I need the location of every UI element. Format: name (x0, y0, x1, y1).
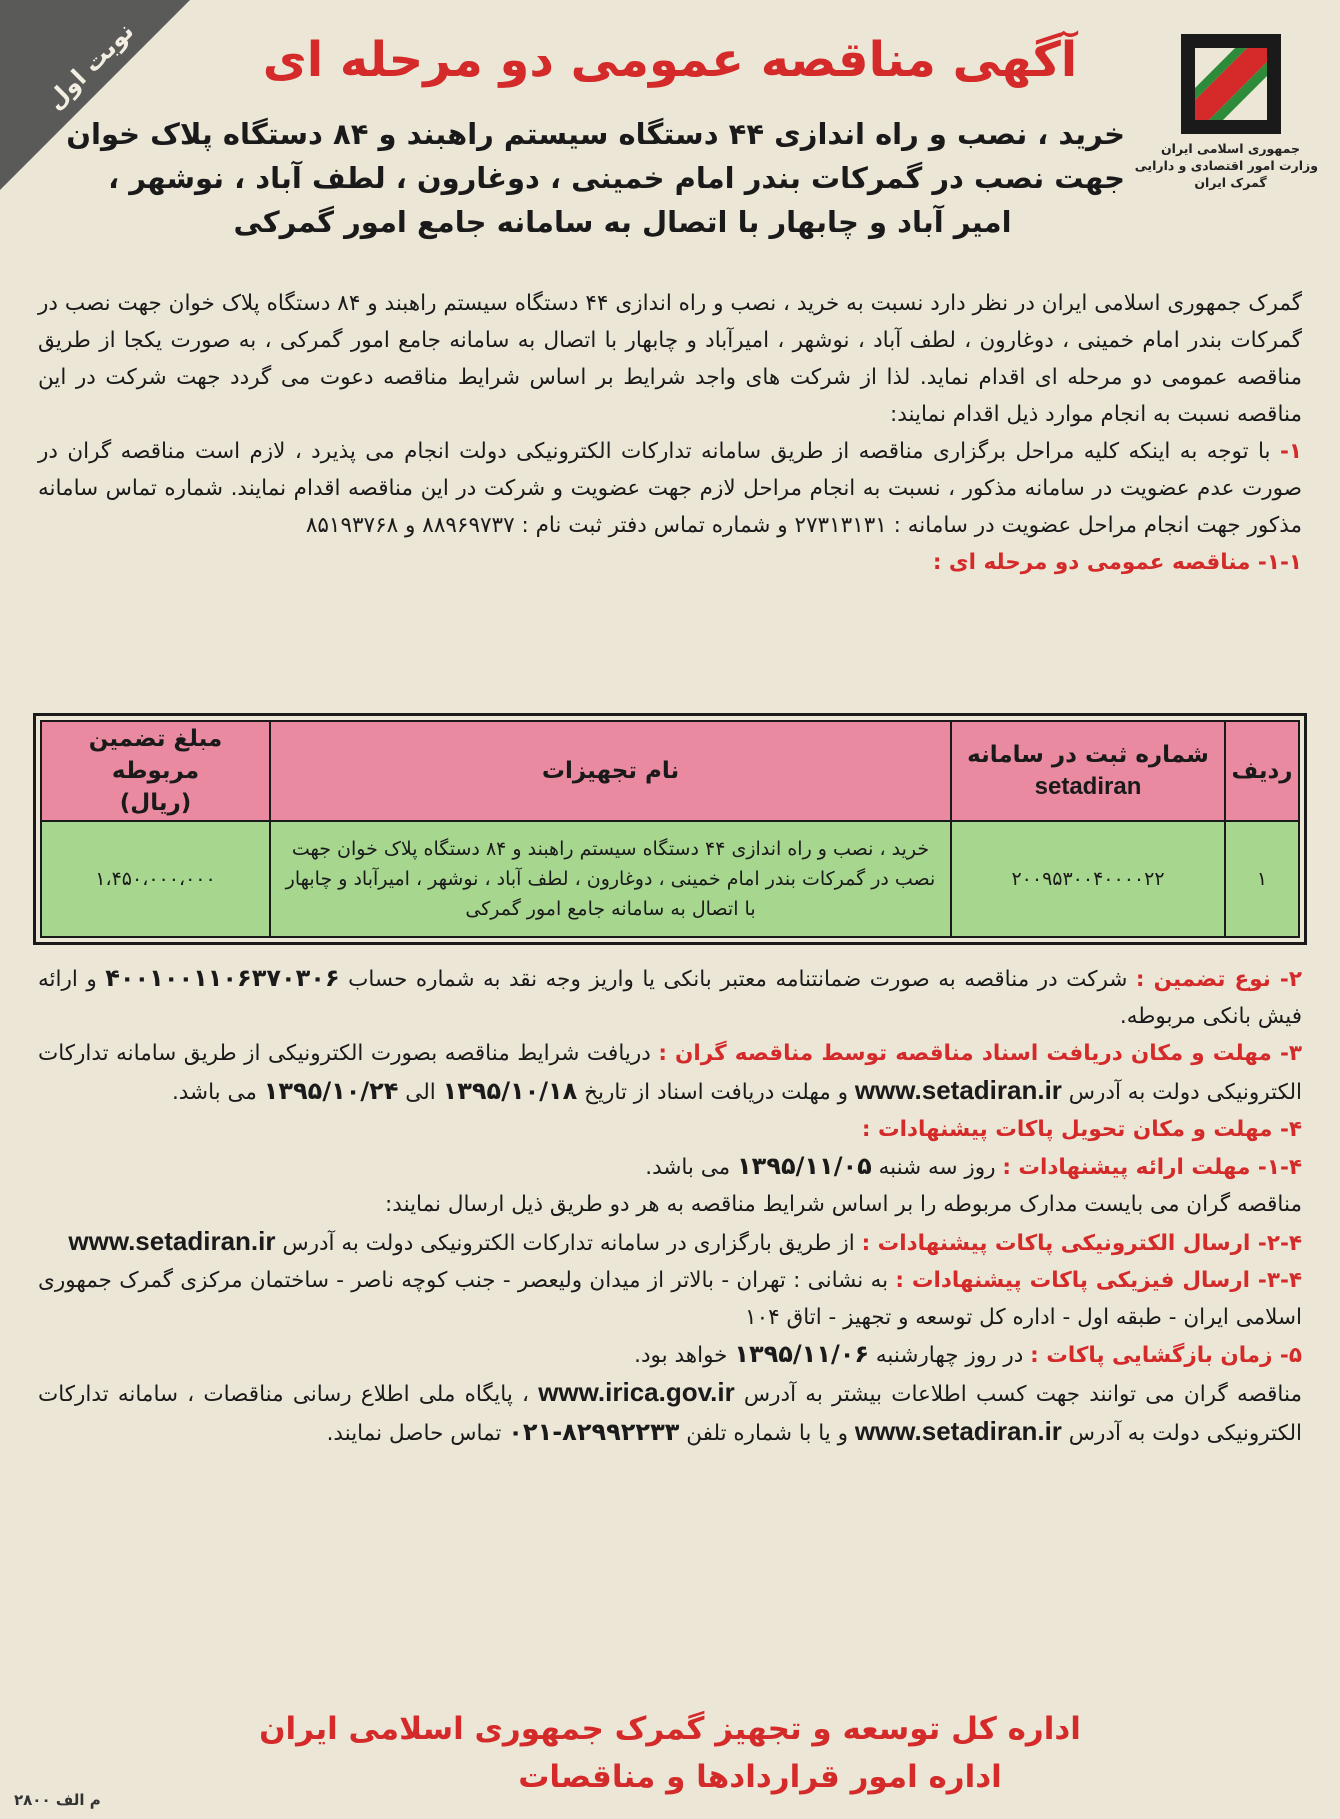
section-4-1-text: روز سه شنبه (878, 1155, 996, 1180)
closing-phone: ۰۲۱-۸۲۹۹۲۲۳۳ (508, 1418, 680, 1446)
section-4-2-url[interactable]: www.setadiran.ir (68, 1226, 276, 1256)
section-2-text: شرکت در مناقصه به صورت ضمانتنامه معتبر بانکی یا واریز وجه نقد به شماره حساب (348, 967, 1128, 992)
section-2-label: ۲- نوع تضمین : (1135, 967, 1302, 992)
subtitle-line-2: جهت نصب در گمرکات بندر امام خمینی ، دوغارون ، لطف آباد ، نوشهر ، (108, 161, 1125, 195)
section-3-text-4: می باشد. (171, 1080, 257, 1105)
section-5-text: در روز چهارشنبه (875, 1343, 1024, 1368)
closing-text-4: تماس حاصل نمایند. (326, 1421, 502, 1446)
footer-signature (40, 1705, 1300, 1801)
section-2-account: ۴۰۰۱۰۰۱۱۰۶۳۷۰۳۰۶ (105, 964, 340, 992)
section-3-date-from: ۱۳۹۵/۱۰/۱۸ (442, 1077, 578, 1105)
section-4-2 (38, 1223, 1302, 1262)
section-4-2-label: ۲-۴- ارسال الکترونیکی پاکات پیشنهادات : (861, 1231, 1302, 1256)
closing-url-irica[interactable]: www.irica.gov.ir (538, 1377, 735, 1407)
section-3-label: ۳- مهلت و مکان دریافت اسناد مناقصه توسط مناقصه گران : (658, 1041, 1302, 1066)
section-4-1 (38, 1148, 1302, 1186)
header-amount-line-2: (ریال) (119, 790, 192, 816)
header-registration (951, 721, 1225, 821)
notice-body (38, 285, 1302, 581)
section-5 (38, 1336, 1302, 1374)
section-5-text-2: خواهد بود. (634, 1343, 728, 1368)
section-3-text-3: الی (405, 1080, 436, 1105)
ad-code: م الف ۲۸۰۰ (14, 1791, 101, 1809)
notice-subtitle (66, 112, 1125, 244)
customs-logo (1134, 28, 1318, 191)
section-3-text: دریافت شرایط مناقصه بصورت الکترونیکی از طریق سامانه تدارکات الکترونیکی دولت به آدرس (38, 1041, 1302, 1105)
footer-line-1: اداره کل توسعه و تجهیز گمرک جمهوری اسلامی ایران (259, 1711, 1081, 1747)
section-4-1-date: ۱۳۹۵/۱۱/۰۵ (737, 1152, 872, 1180)
closing-paragraph (38, 1374, 1302, 1452)
section-4-3-text: به نشانی : تهران - بالاتر از میدان ولیعصر - جنب کوچه ناصر - ساختمان مرکزی گمرک جمهوری اسلامی ایران - طبقه اول - اداره کل توسعه و تجهیز - اتاق ۱۰۴ (38, 1268, 1302, 1330)
section-1 (38, 433, 1302, 544)
section-2 (38, 960, 1302, 1035)
table-row (41, 821, 1299, 937)
table-header-row (41, 721, 1299, 821)
section-4-heading: ۴- مهلت و مکان تحویل پاکات پیشنهادات : (861, 1117, 1302, 1142)
section-4-note: مناقصه گران می بایست مدارک مربوطه را بر اساس شرایط مناقصه به هر دو طریق ذیل ارسال نمایند: (385, 1192, 1302, 1217)
tender-table-frame (33, 713, 1307, 945)
closing-url-setadiran[interactable]: www.setadiran.ir (854, 1416, 1062, 1446)
header-registration-line-1: شماره ثبت در سامانه (967, 742, 1209, 768)
intro-paragraph: گمرک جمهوری اسلامی ایران در نظر دارد نسبت به خرید ، نصب و راه اندازی ۴۴ دستگاه سیستم راهبند و ۸۴ دستگاه پلاک خوان جهت نصب در گمرکات بندر امام خمینی ، دوغارون ، لطف آباد ، نوشهر ، امیرآباد و چابهار با اتصال به سامانه جامع امور گمرکی ، به صورت یکجا از طریق مناقصه عمومی دو مرحله ای اقدام نماید. لذا از شرکت های واجد شرایط بر اساس شرایط مناقصه دعوت می گردد جهت شرکت در این مناقصه نسبت به انجام موارد ذیل اقدام نمایند: (38, 291, 1302, 427)
section-4-1-label: ۱-۴- مهلت ارائه پیشنهادات : (1002, 1155, 1302, 1180)
cell-registration-number: ۲۰۰۹۵۳۰۰۴۰۰۰۰۲۲ (951, 821, 1225, 937)
section-1-1-heading: ۱-۱- مناقصه عمومی دو مرحله ای : (932, 550, 1302, 575)
section-4-3-label: ۳-۴- ارسال فیزیکی پاکات پیشنهادات : (895, 1268, 1302, 1293)
section-3-text-2: و مهلت دریافت اسناد از تاریخ (584, 1080, 848, 1105)
header-row-number: ردیف (1225, 721, 1299, 821)
logo-line-1: جمهوری اسلامی ایران (1161, 141, 1300, 156)
notice-body-continued (38, 960, 1302, 1452)
cell-row-number: ۱ (1225, 821, 1299, 937)
section-3-date-to: ۱۳۹۵/۱۰/۲۴ (263, 1077, 399, 1105)
section-4-3 (38, 1262, 1302, 1336)
header-registration-line-2: setadiran (1034, 773, 1142, 800)
header-guarantee-amount (41, 721, 270, 821)
section-4-2-text: از طریق بارگزاری در سامانه تدارکات الکترونیکی دولت به آدرس (282, 1231, 855, 1256)
notice-title: آگهی مناقصه عمومی دو مرحله ای (262, 32, 1078, 88)
subtitle-line-3: امیر آباد و چابهار با اتصال به سامانه جامع امور گمرکی (233, 205, 1012, 239)
corner-badge-text: نوبت اول (40, 16, 140, 116)
subtitle-line-1: خرید ، نصب و راه اندازی ۴۴ دستگاه سیستم راهبند و ۸۴ دستگاه پلاک خوان (66, 117, 1125, 151)
section-1-text: با توجه به اینکه کلیه مراحل برگزاری مناقصه از طریق سامانه تدارکات الکترونیکی دولت انجام می پذیرد ، لازم است مناقصه گران در صورت عدم عضویت در سامانه مذکور ، نسبت به انجام مراحل لازم جهت عضویت و شرکت در این مناقصه اقدام نمایند. شماره تماس سامانه مذکور جهت انجام مراحل عضویت در سامانه : ۲۷۳۱۳۱۳۱ و شماره تماس دفتر ثبت نام : ۸۸۹۶۹۷۳۷ و ۸۵۱۹۳۷۶۸ (38, 439, 1302, 538)
closing-text-3: و یا با شماره تلفن (686, 1421, 848, 1446)
closing-text-2: ، پایگاه ملی اطلاع رسانی مناقصات ، سامانه تدارکات الکترونیکی دولت به آدرس (38, 1382, 1302, 1446)
customs-emblem-icon (1175, 28, 1287, 140)
cell-equipment-name: خرید ، نصب و راه اندازی ۴۴ دستگاه سیستم راهبند و ۸۴ دستگاه پلاک خوان جهت نصب در گمرکات بندر امام خمینی ، دوغارون ، لطف آباد ، نوشهر ، امیرآباد و چابهار با اتصال به سامانه جامع امور گمرکی (270, 821, 951, 937)
section-2-text-2: و ارائه فیش بانکی مربوطه. (38, 967, 1302, 1029)
section-3-url[interactable]: www.setadiran.ir (854, 1075, 1062, 1105)
logo-line-2: وزارت امور اقتصادی و دارایی (1134, 158, 1318, 173)
section-4-1-text-2: می باشد. (645, 1155, 731, 1180)
section-1-number: ۱- (1279, 439, 1302, 464)
section-5-date: ۱۳۹۵/۱۱/۰۶ (734, 1340, 870, 1368)
header-amount-line-1: مبلغ تضمین مربوطه (88, 726, 223, 784)
header-equipment-name: نام تجهیزات (270, 721, 951, 821)
logo-line-3: گمرک ایران (1194, 175, 1267, 190)
section-5-label: ۵- زمان بازگشایی پاکات : (1030, 1343, 1302, 1368)
section-3 (38, 1035, 1302, 1111)
tender-table (40, 720, 1300, 938)
cell-guarantee-amount: ۱،۴۵۰،۰۰۰،۰۰۰ (41, 821, 270, 937)
footer-line-2: اداره امور قراردادها و مناقصات (518, 1759, 1002, 1795)
closing-text: مناقصه گران می توانند جهت کسب اطلاعات بیشتر به آدرس (743, 1382, 1302, 1407)
